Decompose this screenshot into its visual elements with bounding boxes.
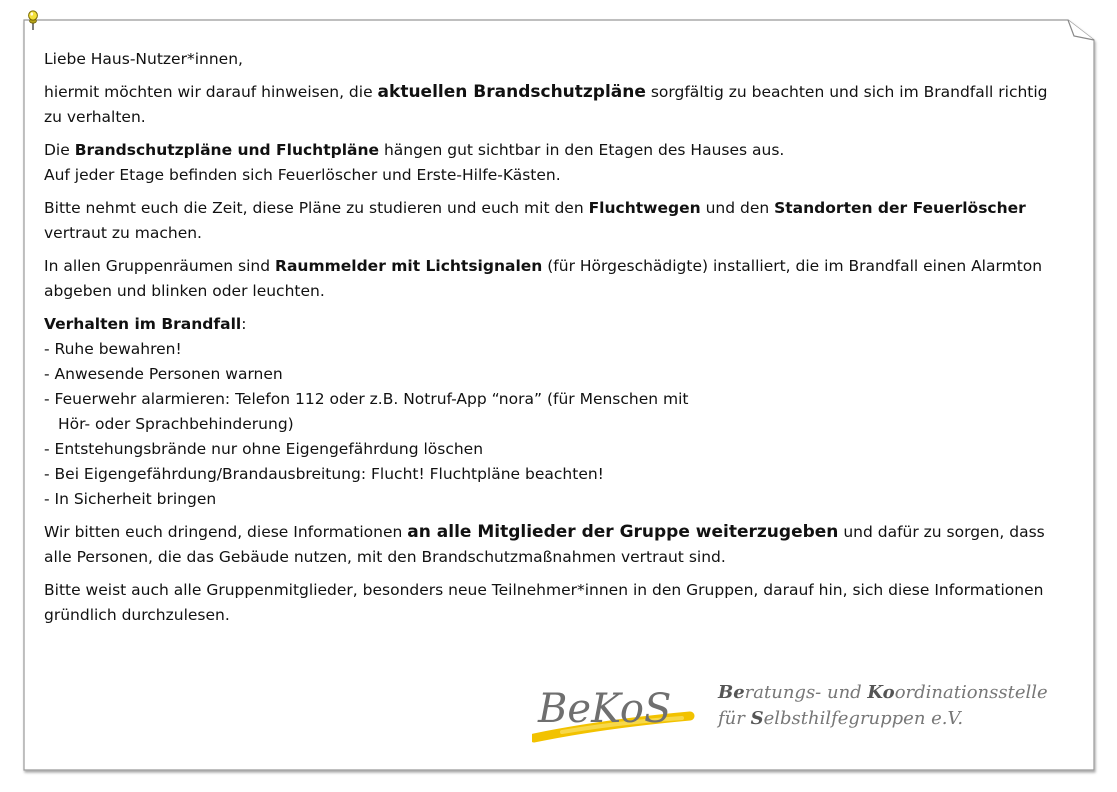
logo-mark-text: BeKoS	[538, 686, 672, 732]
paragraph-read-carefully: Bitte weist auch alle Gruppenmitglieder, besonders neue Teilnehmer*innen in den Gruppen, darauf hin, sich diese Informationen gründlich durchzulesen.	[44, 581, 1044, 624]
bekos-logo-mark	[532, 674, 712, 754]
list-item: - Ruhe bewahren!	[44, 340, 182, 358]
list-item: - Feuerwehr alarmieren: Telefon 112 oder z.B. Notruf-App “nora” (für Menschen mit	[44, 390, 689, 408]
notice-body	[44, 47, 1064, 636]
paragraph-fire-plans: hiermit möchten wir darauf hinweisen, die aktuellen Brandschutzpläne sorgfältig zu beachten und sich im Brandfall richtig zu verhalten.	[44, 82, 1048, 126]
bekos-logo	[532, 674, 1057, 754]
paragraph-plans-location: Die Brandschutzpläne und Fluchtpläne hängen gut sichtbar in den Etagen des Hauses aus. Auf jeder Etage befinden sich Feuerlöscher und Erste-Hilfe-Kästen.	[44, 141, 785, 184]
organization-name	[718, 680, 1048, 732]
paragraph-study-plans: Bitte nehmt euch die Zeit, diese Pläne zu studieren und euch mit den Fluchtwegen und den Standorten der Feuerlöscher vertraut zu machen.	[44, 199, 1026, 242]
organization-line-1: Beratungs- und Koordinationsstelle	[718, 682, 1048, 703]
list-item: - In Sicherheit bringen	[44, 490, 217, 508]
organization-line-2: für Selbsthilfegruppen e.V.	[718, 708, 964, 729]
paragraph-room-alarms: In allen Gruppenräumen sind Raummelder mit Lichtsignalen (für Hörgeschädigte) installiert, die im Brandfall einen Alarmton abgeben und blinken oder leuchten.	[44, 257, 1043, 300]
list-item: - Bei Eigengefährdung/Brandausbreitung: Flucht! Fluchtpläne beachten!	[44, 465, 604, 483]
list-item: Hör- oder Sprachbehinderung)	[58, 415, 294, 433]
greeting: Liebe Haus-Nutzer*innen,	[44, 50, 243, 68]
list-item: - Anwesende Personen warnen	[44, 365, 283, 383]
behavior-heading: Verhalten im Brandfall:	[44, 315, 247, 333]
list-item: - Entstehungsbrände nur ohne Eigengefährdung löschen	[44, 440, 484, 458]
behavior-list	[44, 337, 1064, 512]
emphasis-current-fire-plans: aktuellen Brandschutzpläne	[377, 82, 646, 102]
paragraph-pass-on: Wir bitten euch dringend, diese Informationen an alle Mitglieder der Gruppe weiterzugeben und dafür zu sorgen, dass alle Personen, die das Gebäude nutzen, mit den Brandschutzmaßnahmen vertraut sind.	[44, 522, 1045, 566]
behavior-section	[44, 312, 1064, 512]
